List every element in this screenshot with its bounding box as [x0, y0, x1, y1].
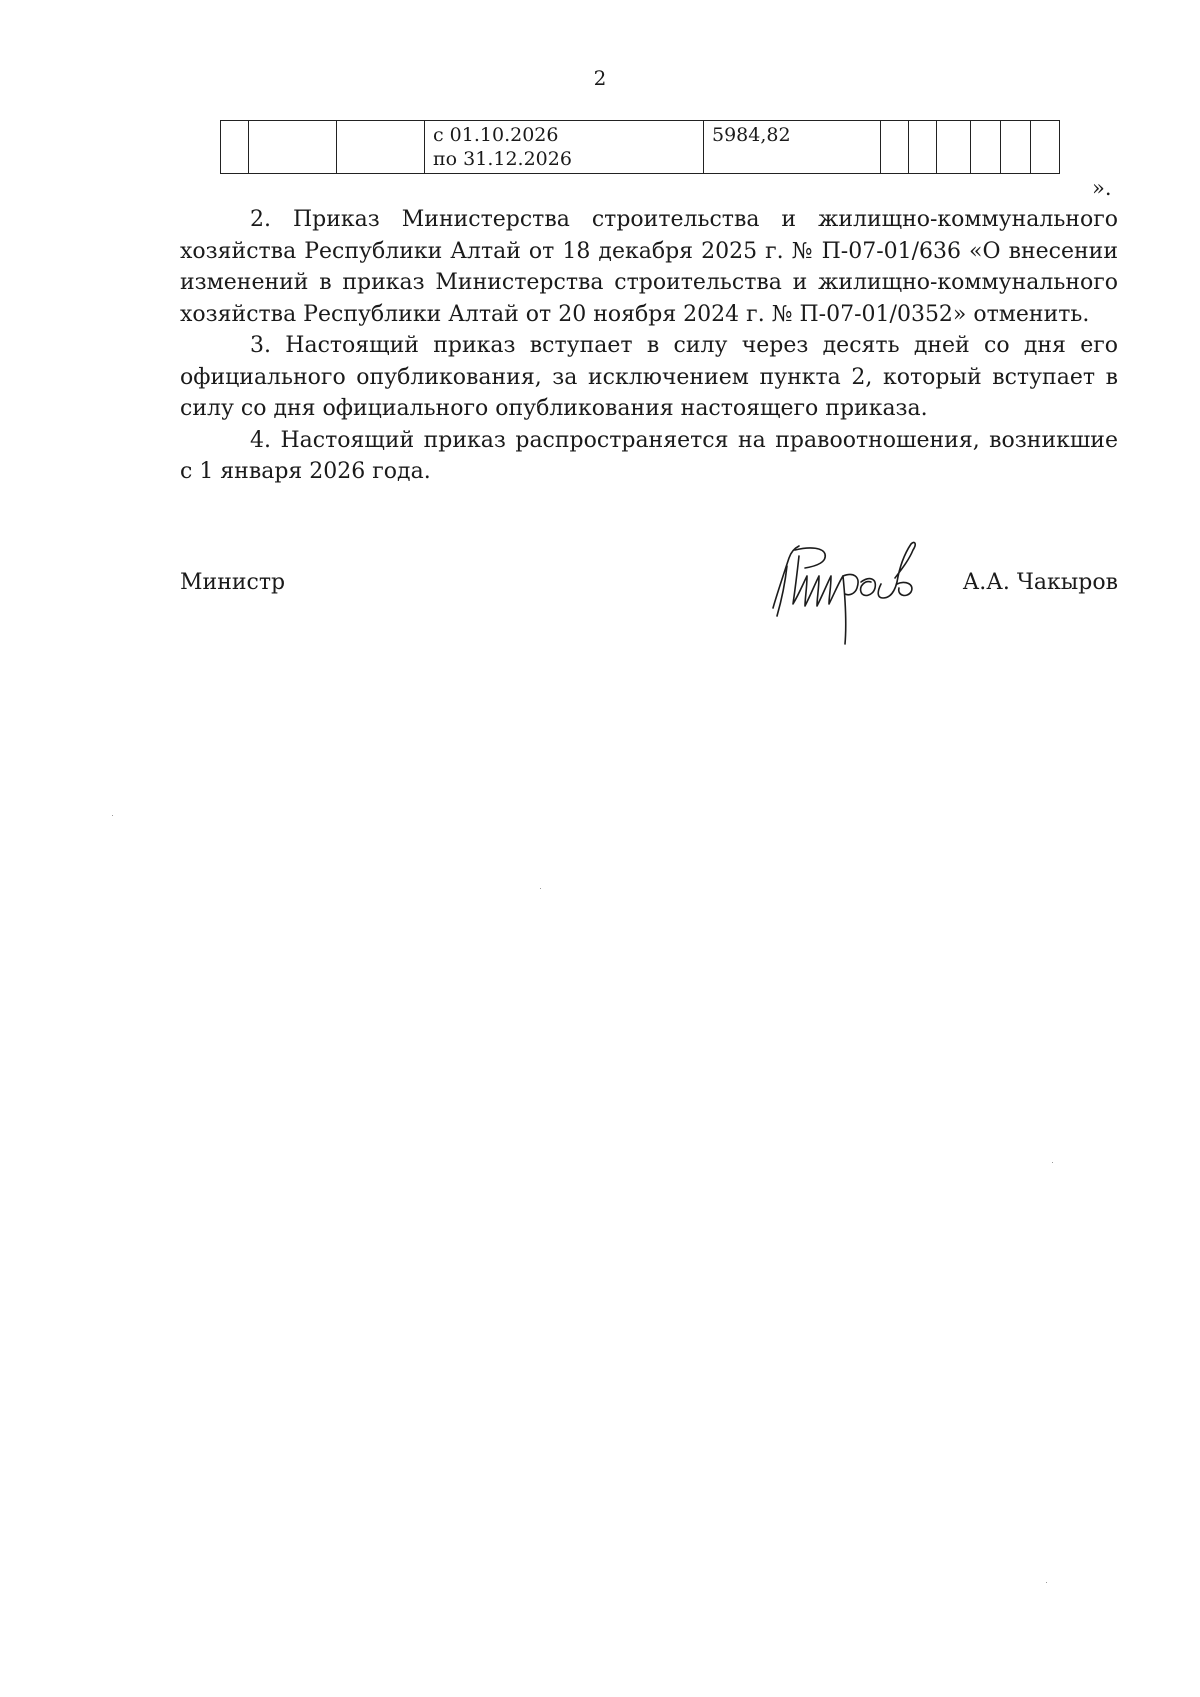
period-to: по 31.12.2026: [433, 148, 572, 170]
signature-block: [180, 536, 1118, 656]
signer-position: Министр: [180, 570, 286, 595]
table-cell-empty: [221, 121, 249, 174]
period-from: с 01.10.2026: [433, 124, 559, 146]
scan-speck: [1052, 1162, 1053, 1163]
scan-speck: [1046, 1582, 1047, 1583]
scan-speck: [112, 815, 113, 816]
table-cell-empty: [971, 121, 1001, 174]
table-cell-period: [425, 121, 704, 174]
closing-quote: ».: [1092, 176, 1112, 200]
paragraph-2: 2. Приказ Министерства строительства и жилищно-коммунального хозяйства Республики Алтай от 18 декабря 2025 г. № П-07-01/636 «О внесении изменений в приказ Министерства строительства и жилищно-коммунального хозяйства Республики Алтай от 20 ноября 2024 г. № П-07-01/0352» отменить.: [180, 207, 1118, 327]
scan-speck: [540, 888, 541, 889]
handwritten-signature: [765, 536, 945, 656]
signer-name: А.А. Чакыров: [962, 570, 1118, 595]
paragraph-4: 4. Настоящий приказ распространяется на правоотношения, возникшие с 1 января 2026 года.: [180, 427, 1118, 484]
paragraph-3: 3. Настоящий приказ вступает в силу через десять дней со дня его официального опубликования, за исключением пункта 2, который вступает в силу со дня официального опубликования настоящего приказа.: [180, 333, 1118, 421]
table-cell-empty: [1031, 121, 1060, 174]
table-cell-empty: [1001, 121, 1031, 174]
page-number: 2: [593, 66, 607, 90]
table-cell-empty: [937, 121, 971, 174]
table-row: [221, 121, 1060, 174]
order-body: [180, 204, 1118, 488]
table-cell-empty: [909, 121, 937, 174]
table-cell-empty: [249, 121, 337, 174]
tariff-table-continuation: [220, 120, 1060, 174]
table-cell-empty: [881, 121, 909, 174]
table-cell-empty: [337, 121, 425, 174]
table-cell-value: 5984,82: [704, 121, 881, 174]
